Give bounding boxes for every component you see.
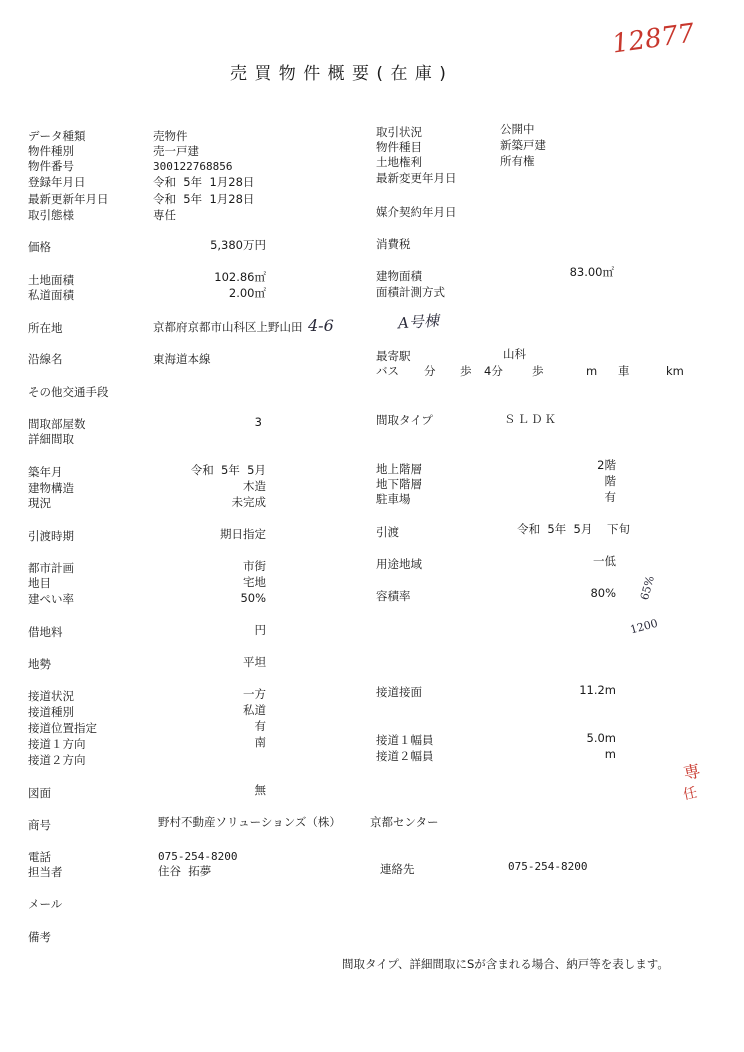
label-land-rent: 借地料 (28, 625, 63, 639)
label-floor-ratio: 容積率 (376, 589, 411, 603)
value-drawing: 無 (254, 783, 266, 797)
value-land-area: 102.86㎡ (214, 270, 266, 284)
label-road-designation: 接道位置指定 (28, 721, 97, 735)
value-line-name: 東海道本線 (153, 352, 211, 366)
label-car: 車 (618, 364, 630, 378)
value-location: 京都府京都市山科区上野山田 (153, 320, 303, 334)
label-category: 物件種目 (376, 140, 422, 154)
label-room-details: 詳細間取 (28, 432, 74, 446)
label-private-road-area: 私道面積 (28, 288, 74, 302)
value-road-dir1: 南 (254, 735, 266, 749)
value-contact: 075-254-8200 (508, 860, 588, 873)
value-data-type: 売物件 (153, 129, 188, 143)
label-handover-time: 引渡時期 (28, 529, 74, 543)
handwritten-lot-label: A号棟 (397, 311, 440, 333)
page-title: 売 買 物 件 概 要 ( 在 庫 ) (230, 64, 447, 84)
label-built: 築年月 (28, 465, 63, 479)
value-transaction-form: 専任 (153, 208, 176, 222)
value-registered: 令和 5年 1月28日 (153, 175, 255, 189)
value-building-area: 83.00㎡ (569, 265, 614, 279)
label-road-dir2: 接道２方向 (28, 753, 86, 767)
value-city-planning: 市街 (243, 559, 266, 573)
value-branch: 京都センター (370, 815, 439, 829)
label-km: km (666, 364, 684, 378)
label-coverage: 建ぺい率 (28, 592, 74, 606)
label-road-width1: 接道１幅員 (376, 733, 434, 747)
value-road-width1: 5.0m (586, 731, 616, 745)
value-structure: 木造 (243, 479, 266, 493)
value-person: 住谷 拓夢 (158, 864, 212, 878)
value-layout-type: ＳＬＤＫ (504, 412, 558, 426)
value-built: 令和 5年 5月 (190, 463, 266, 477)
label-meter: m (586, 364, 598, 378)
handwritten-doc-number: 12877 (610, 18, 697, 60)
value-parking: 有 (604, 490, 616, 504)
label-price: 価格 (28, 240, 51, 254)
label-road-type: 接道種別 (28, 705, 74, 719)
label-current-state: 現況 (28, 496, 51, 510)
label-registered: 登録年月日 (28, 175, 86, 189)
value-current-state: 未完成 (231, 495, 266, 509)
label-handover: 引渡 (376, 525, 399, 539)
label-location: 所在地 (28, 321, 63, 335)
label-transaction-form: 取引態様 (28, 208, 74, 222)
label-status: 取引状況 (376, 125, 422, 139)
value-floors-below: 階 (604, 474, 616, 488)
value-road-frontage: 11.2m (579, 683, 616, 697)
value-road-designation: 有 (254, 719, 266, 733)
label-contact: 連絡先 (380, 862, 415, 876)
value-trade-name: 野村不動産ソリューションズ（株） (158, 815, 341, 829)
value-rooms: 3 (254, 415, 262, 429)
value-last-updated: 令和 5年 1月28日 (153, 192, 255, 206)
value-terrain: 平坦 (243, 655, 266, 669)
label-parking: 駐車場 (376, 492, 411, 506)
value-land-category: 宅地 (243, 575, 266, 589)
label-drawing: 図面 (28, 786, 51, 800)
label-land-category: 地目 (28, 576, 51, 590)
label-structure: 建物構造 (28, 481, 74, 495)
value-zoning: 一低 (593, 554, 616, 568)
label-walk: 歩 (460, 364, 472, 378)
label-remarks: 備考 (28, 930, 51, 944)
label-rooms: 間取部屋数 (28, 417, 86, 431)
value-road-width2: m (604, 747, 616, 761)
value-coverage: 50% (240, 591, 266, 605)
handwritten-address-suffix: 4-6 (308, 316, 334, 335)
label-other-transport: その他交通手段 (28, 385, 109, 399)
label-layout-type: 間取タイプ (376, 413, 433, 427)
label-building-area: 建物面積 (376, 269, 422, 283)
value-handover-time: 期日指定 (220, 527, 266, 541)
label-agency-contract: 媒介契約年月日 (376, 205, 457, 219)
label-floors-below: 地下階層 (376, 477, 422, 491)
label-phone: 電話 (28, 850, 51, 864)
value-road-status: 一方 (243, 687, 266, 701)
label-zoning: 用途地域 (376, 557, 422, 571)
label-walk2: 歩 (532, 364, 544, 378)
label-last-change: 最新変更年月日 (376, 171, 457, 185)
label-floors-above: 地上階層 (376, 462, 422, 476)
label-city-planning: 都市計画 (28, 561, 74, 575)
label-area-method: 面積計測方式 (376, 285, 445, 299)
handwritten-side-note-2: 任 (681, 784, 699, 804)
label-walk-min: 4分 (484, 364, 503, 378)
value-land-rent: 円 (254, 623, 266, 637)
label-mail: メール (28, 897, 63, 911)
label-road-frontage: 接道接面 (376, 685, 422, 699)
label-person: 担当者 (28, 865, 63, 879)
label-property-type: 物件種別 (28, 144, 74, 158)
value-category: 新築戸建 (500, 138, 546, 152)
label-bus: バス (376, 364, 399, 378)
value-floors-above: 2階 (597, 458, 616, 472)
label-tax: 消費税 (376, 237, 411, 251)
label-road-width2: 接道２幅員 (376, 749, 434, 763)
label-terrain: 地勢 (28, 657, 51, 671)
label-property-no: 物件番号 (28, 159, 74, 173)
label-land-right: 土地権利 (376, 155, 422, 169)
label-land-area: 土地面積 (28, 273, 74, 287)
label-bus-min: 分 (424, 364, 436, 378)
handwritten-ratio-note-1: 65% (638, 574, 657, 602)
value-price: 5,380万円 (210, 238, 266, 252)
value-property-type: 売一戸建 (153, 144, 199, 158)
value-land-right: 所有権 (500, 154, 535, 168)
label-line-name: 沿線名 (28, 352, 63, 366)
value-floor-ratio: 80% (590, 586, 616, 600)
value-private-road-area: 2.00㎡ (228, 286, 266, 300)
handwritten-side-note-1: 専 (681, 761, 703, 785)
label-nearest-station: 最寄駅 (376, 349, 411, 363)
value-road-type: 私道 (243, 703, 266, 717)
label-road-dir1: 接道１方向 (28, 737, 86, 751)
value-status: 公開中 (500, 122, 535, 136)
value-property-no: 300122768856 (153, 160, 233, 173)
label-last-updated: 最新更新年月日 (28, 192, 109, 206)
value-nearest-station: 山科 (503, 347, 526, 361)
footer-note: 間取タイプ、詳細間取にSが含まれる場合、納戸等を表します。 (342, 957, 669, 971)
value-phone: 075-254-8200 (158, 850, 238, 863)
label-data-type: データ種類 (28, 129, 86, 143)
value-handover: 令和 5年 5月 下旬 (517, 522, 630, 536)
handwritten-ratio-note-2: 1200 (628, 616, 660, 637)
label-road-status: 接道状況 (28, 689, 74, 703)
label-trade-name: 商号 (28, 818, 51, 832)
